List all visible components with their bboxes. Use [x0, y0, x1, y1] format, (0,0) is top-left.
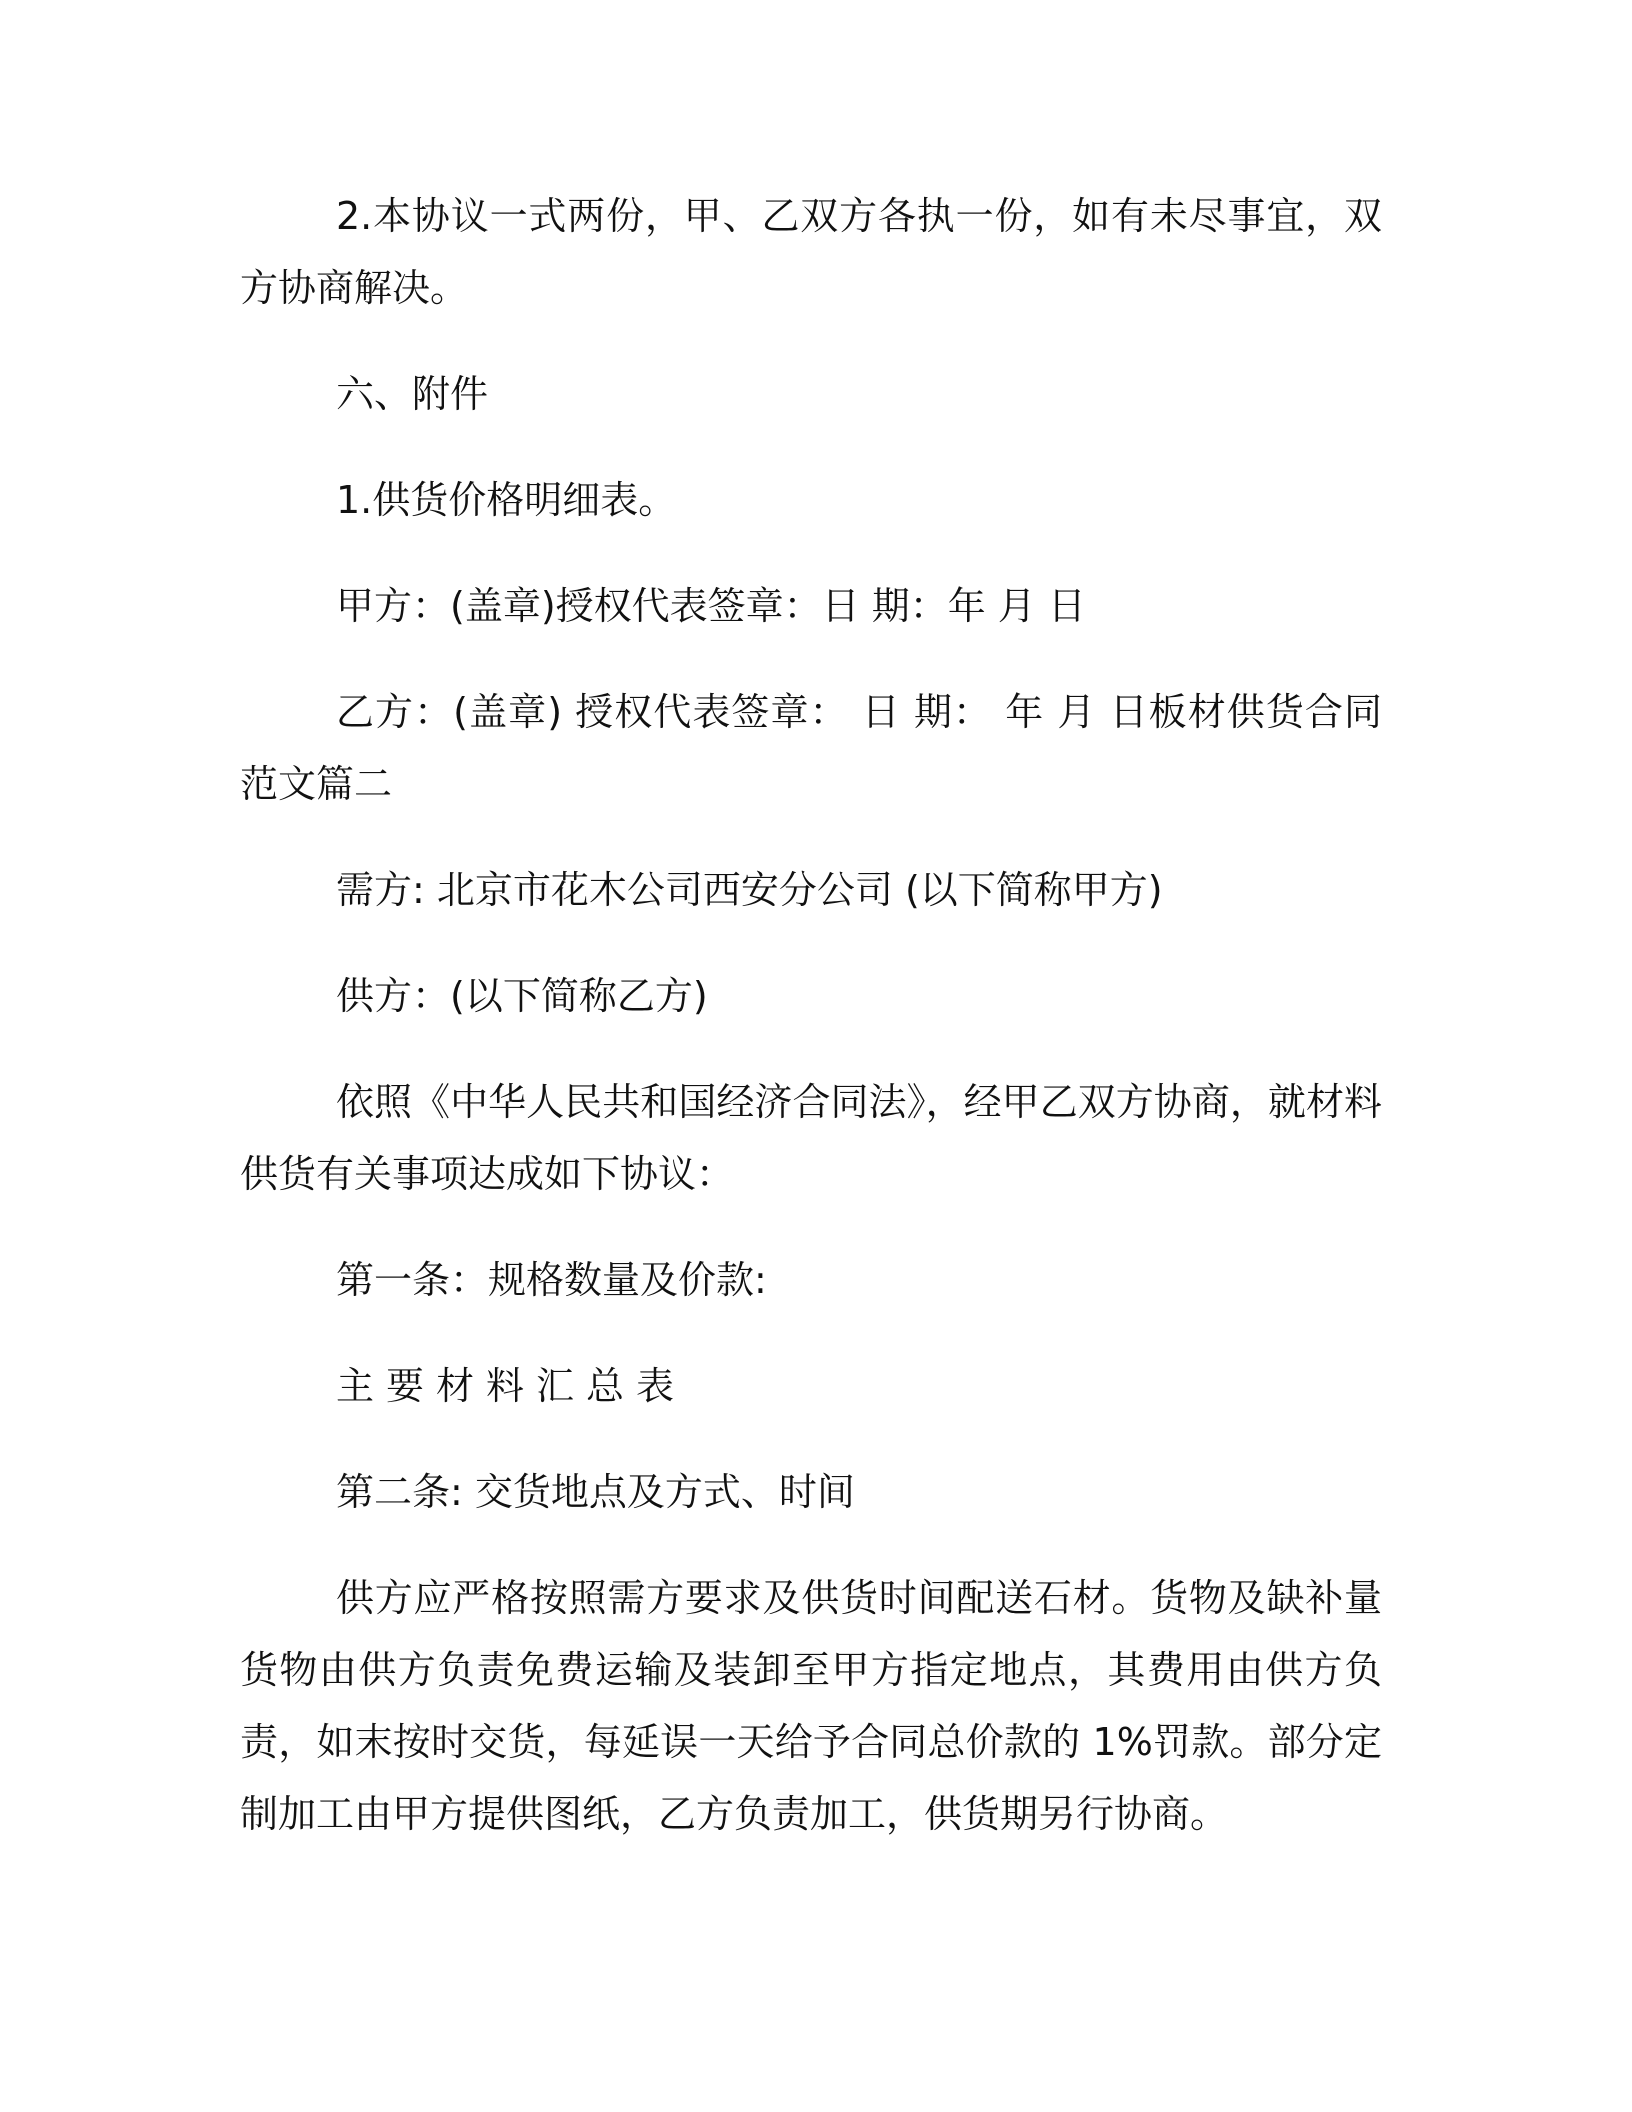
paragraph-agreement-copies: 2.本协议一式两份，甲、乙双方各执一份，如有未尽事宜，双方协商解决。: [240, 194, 1382, 310]
attachment-item-price-list: 1.供货价格明细表。: [336, 478, 677, 522]
buyer-line: 需方: 北京市花木公司西安分公司 (以下简称甲方): [336, 868, 1163, 912]
article-two-heading: 第二条: 交货地点及方式、时间: [336, 1470, 855, 1514]
party-b-signature-line: 乙方：(盖章) 授权代表签章： 日 期： 年 月 日板材供货合同范文篇二: [240, 690, 1382, 806]
materials-summary-title: 主要材料汇总表: [336, 1364, 687, 1408]
section-heading-attachments: 六、附件: [336, 372, 489, 416]
delivery-terms-paragraph: 供方应严格按照需方要求及供货时间配送石材。货物及缺补量货物由供方负责免费运输及装卸至甲方指定地点，其费用由供方负责，如末按时交货，每延误一天给予合同总价款的 1%罚款。部分定制加工由甲方提供图纸，乙方负责加工，供货期另行协商。: [240, 1576, 1382, 1836]
article-one-heading: 第一条：规格数量及价款:: [336, 1258, 767, 1302]
document-body: [240, 180, 1382, 1884]
preamble-paragraph: 依照《中华人民共和国经济合同法》，经甲乙双方协商，就材料供货有关事项达成如下协议：: [240, 1080, 1382, 1196]
party-a-signature-line: 甲方：(盖章)授权代表签章：日 期：年 月 日: [336, 584, 1086, 628]
supplier-line: 供方：(以下简称乙方): [336, 974, 708, 1018]
